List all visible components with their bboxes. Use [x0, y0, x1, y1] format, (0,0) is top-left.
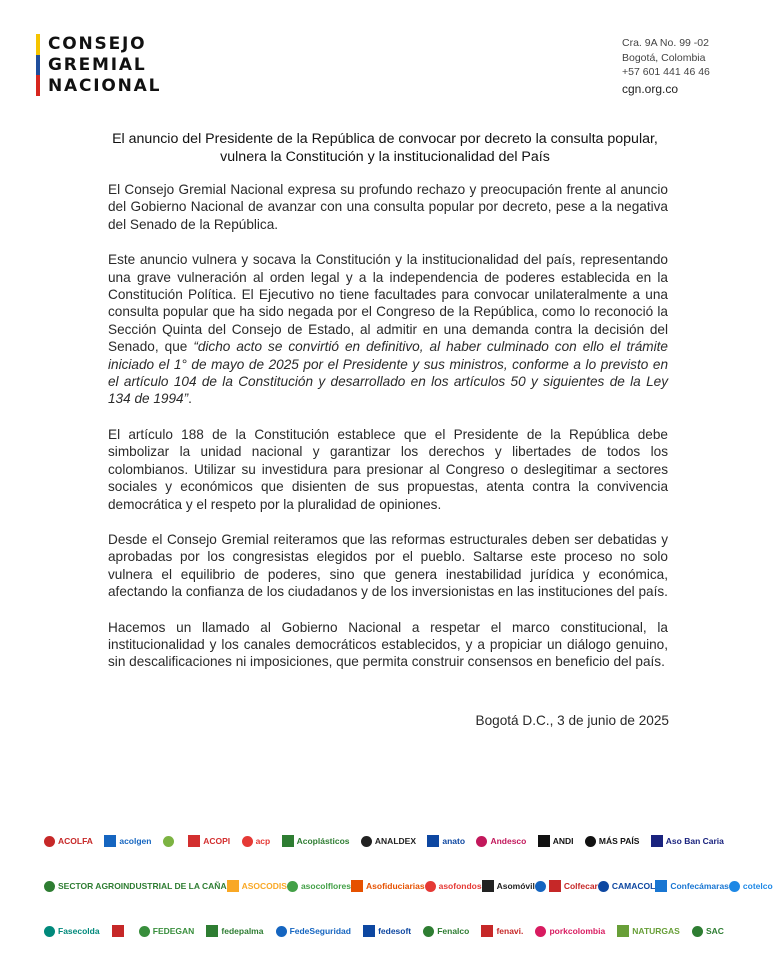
member-logo — [482, 880, 535, 892]
member-logo-icon — [282, 835, 294, 847]
paragraph-2 — [108, 251, 668, 408]
website-link[interactable]: cgn.org.co — [622, 81, 679, 96]
member-logo — [423, 926, 469, 937]
member-logo — [651, 835, 724, 847]
member-logos-row-1 — [44, 822, 724, 860]
member-logo-name: Fenalco — [437, 926, 470, 936]
member-logo-icon — [206, 925, 218, 937]
member-logo-name: ANALDEX — [374, 836, 416, 846]
member-logo-icon — [44, 836, 55, 847]
member-logo-icon — [535, 881, 546, 892]
member-logo-icon — [242, 836, 253, 847]
member-logo — [104, 835, 151, 847]
member-logo — [287, 881, 351, 892]
member-logo — [585, 836, 639, 847]
member-logo-icon — [423, 926, 434, 937]
member-logo-name: ASOCODIS — [241, 881, 287, 891]
member-logos-row-2 — [44, 867, 773, 905]
member-logo — [112, 925, 127, 937]
member-logo-name: acolgen — [119, 836, 152, 846]
member-logo-name: fedepalma — [221, 926, 264, 936]
logo-line-2: GREMIAL — [48, 55, 147, 75]
member-logo-icon — [44, 881, 55, 892]
member-logo — [363, 925, 411, 937]
member-logo-icon — [481, 925, 493, 937]
member-logo — [282, 835, 350, 847]
member-logo — [481, 925, 523, 937]
member-logos — [44, 822, 773, 957]
member-logo — [44, 926, 100, 937]
paragraph-3: El artículo 188 de la Constitución establece que el Presidente de la República debe simbolizar la unidad nacional y garantizar los derechos y libertades de todos los colombianos. Utilizar su investidura para presionar al Congreso o deslegitimar a sectores sociales y económicos que disienten de sus propuestas, atenta contra la convivencia democrática y el respeto por la pluralidad de opiniones. — [108, 426, 668, 512]
member-logo-name: ACOPI — [203, 836, 231, 846]
member-logo — [535, 881, 549, 892]
member-logo-icon — [227, 880, 239, 892]
member-logo-icon — [163, 836, 174, 847]
member-logo — [206, 925, 263, 937]
logo-bar-blue — [36, 55, 40, 76]
member-logo-name: ACOLFA — [58, 836, 93, 846]
member-logo — [227, 880, 287, 892]
member-logo — [655, 880, 729, 892]
member-logos-row-3 — [44, 912, 724, 950]
cgn-logo — [36, 34, 161, 97]
member-logo-name: Acoplásticos — [296, 836, 350, 846]
member-logo — [549, 880, 598, 892]
member-logo-icon — [585, 836, 596, 847]
paragraph-2-quote: “dicho acto se convirtió en definitivo, al haber culminado con ello el trámite iniciado el 1° de mayo de 2025 por el Presidente y sus ministros, conforme a lo previsto en el artículo 104 de la Constitución y desarrollado en los artículos 50 y siguientes de la Ley 134 de 1994” — [108, 339, 668, 407]
address-line-1: Cra. 9A No. 99 -02 — [622, 37, 709, 49]
logo-wordmark — [48, 34, 161, 97]
member-logo-icon — [549, 880, 561, 892]
logo-line-1: CONSEJO — [48, 34, 147, 54]
member-logo-name: Confecámaras — [670, 881, 729, 891]
member-logo — [44, 881, 227, 892]
member-logo-name: porkcolombia — [549, 926, 606, 936]
member-logo-icon — [655, 880, 667, 892]
member-logo-name: asocolflores — [300, 881, 352, 891]
member-logo-name: acp — [255, 836, 271, 846]
member-logo-name: fedesoft — [378, 926, 412, 936]
member-logo-name: Asofiduciarias — [366, 881, 425, 891]
logo-color-bar — [36, 34, 40, 96]
member-logo — [598, 881, 655, 892]
member-logo — [242, 836, 271, 847]
member-logo-icon — [363, 925, 375, 937]
member-logo-icon — [425, 881, 436, 892]
paragraph-2-end: . — [188, 391, 192, 407]
logo-line-3: NACIONAL — [48, 76, 162, 96]
member-logo-icon — [617, 925, 629, 937]
paragraph-1: El Consejo Gremial Nacional expresa su profundo rechazo y preocupación frente al anuncio del Gobierno Nacional de avanzar con una consulta popular por decreto, pese a la negativa del Senado de la República. — [108, 182, 668, 232]
member-logo-icon — [112, 925, 124, 937]
member-logo — [163, 836, 177, 847]
member-logo-name: ANDI — [552, 836, 574, 846]
paragraph-2-text: Este anuncio vulnera y socava la Constitución y la institucionalidad del país, representando una grave vulneración al orden legal y a la independencia de poderes establecida en la Constitución Política. El Ejecutivo no tiene facultades para convocar unilateralmente a una consulta popular que ha sido negada por el Congreso de la República, como lo reconoció la Sección Quinta del Consejo de Estado, al admitir en una demanda contra la decisión del Senado, que — [108, 252, 668, 355]
member-logo — [729, 881, 773, 892]
member-logo-icon — [598, 881, 609, 892]
member-logo-name: Colfecar — [563, 881, 598, 891]
member-logo — [535, 926, 605, 937]
member-logo — [351, 880, 425, 892]
member-logo-name: MÁS PAÍS — [598, 836, 640, 846]
document-title: El anuncio del Presidente de la República de convocar por decreto la consulta popular, vulnera la Constitución y la institucionalidad del País — [112, 131, 658, 165]
logo-bar-yellow — [36, 34, 40, 55]
paragraph-4: Desde el Consejo Gremial reiteramos que las reformas estructurales deben ser debatidas y aprobadas por los congresistas elegidos por el pueblo. Saltarse este proceso no solo vulnera el equilibrio de poderes, sino que genera inestabilidad jurídica y económica, afectando la confianza de los ciudadanos y de los inversionistas en las instituciones del país. — [108, 531, 668, 600]
member-logo — [538, 835, 574, 847]
phone-number: +57 601 441 46 46 — [622, 66, 710, 78]
member-logo-name: CAMACOL — [611, 881, 656, 891]
address-line-2: Bogotá, Colombia — [622, 51, 706, 64]
member-logo-name: Fasecolda — [58, 926, 100, 936]
member-logo — [276, 926, 351, 937]
document-body — [108, 181, 668, 689]
member-logo-icon — [44, 926, 55, 937]
member-logo-icon — [188, 835, 200, 847]
logo-bar-red — [36, 75, 40, 96]
member-logo — [617, 925, 680, 937]
member-logo-name: anato — [442, 836, 466, 846]
member-logo-icon — [276, 926, 287, 937]
document-date: Bogotá D.C., 3 de junio de 2025 — [475, 713, 669, 728]
member-logo-icon — [482, 880, 494, 892]
member-logo — [44, 836, 93, 847]
member-logo — [425, 881, 482, 892]
member-logo-icon — [651, 835, 663, 847]
member-logo-icon — [427, 835, 439, 847]
contact-info — [622, 36, 710, 96]
member-logo-name: FedeSeguridad — [289, 926, 351, 936]
member-logo — [361, 836, 416, 847]
member-logo — [692, 926, 724, 937]
member-logo-name: cotelco — [742, 881, 773, 891]
member-logo-icon — [729, 881, 740, 892]
member-logo-icon — [692, 926, 703, 937]
member-logo-name: fenavi. — [496, 926, 524, 936]
member-logo-name: asofondos — [438, 881, 482, 891]
member-logo-name: Andesco — [490, 836, 527, 846]
member-logo — [476, 836, 526, 847]
member-logo-icon — [476, 836, 487, 847]
paragraph-5: Hacemos un llamado al Gobierno Nacional a respetar el marco constitucional, la institucionalidad y los canales democráticos establecidos, y a propiciar un diálogo genuino, sin descalificaciones ni imposiciones, que permita construir consensos en beneficio del país. — [108, 619, 668, 670]
member-logo-icon — [139, 926, 150, 937]
member-logo-icon — [361, 836, 372, 847]
member-logo-name: SAC — [705, 926, 724, 936]
member-logo-name: Asomóvil — [496, 881, 535, 891]
member-logo-icon — [104, 835, 116, 847]
member-logo-name: FEDEGAN — [152, 926, 195, 936]
member-logo — [139, 926, 195, 937]
member-logo-icon — [535, 926, 546, 937]
member-logo-icon — [351, 880, 363, 892]
member-logo-name: Aso Ban Caria — [665, 836, 724, 846]
member-logo-name: SECTOR AGROINDUSTRIAL DE LA CAÑA — [58, 881, 227, 891]
member-logo-icon — [287, 881, 298, 892]
member-logo-name: NATURGAS — [632, 926, 680, 936]
member-logo — [188, 835, 230, 847]
member-logo-icon — [538, 835, 550, 847]
member-logo — [427, 835, 465, 847]
